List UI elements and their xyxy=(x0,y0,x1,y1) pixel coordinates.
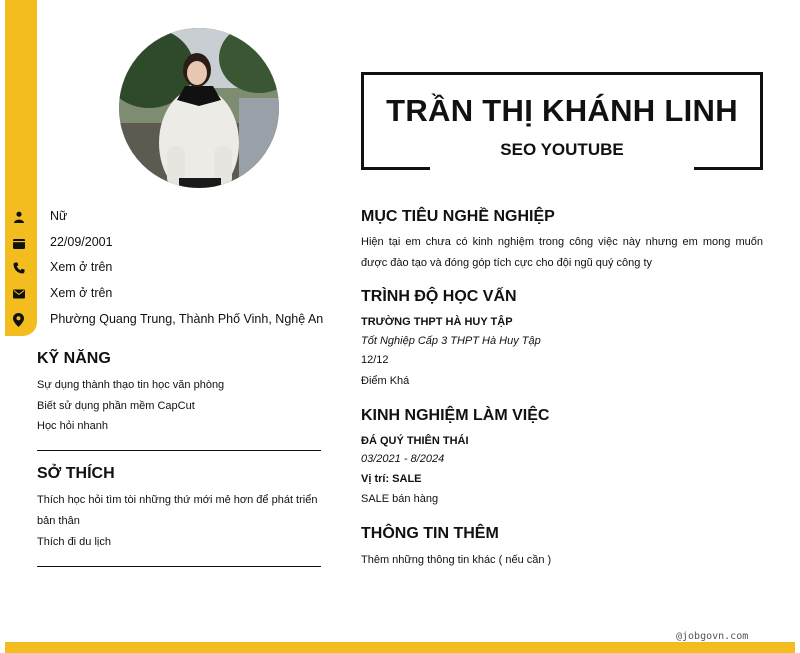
degree: Tốt Nghiệp Cấp 3 THPT Hà Huy Tập xyxy=(361,335,541,347)
work-period: 03/2021 - 8/2024 xyxy=(361,453,445,465)
skills-divider xyxy=(37,450,321,451)
calendar-icon xyxy=(5,233,32,253)
info-row-address xyxy=(5,310,335,330)
profile-photo xyxy=(119,28,279,188)
school-name: TRƯỜNG THPT HÀ HUY TẬP xyxy=(361,316,513,328)
grade: 12/12 xyxy=(361,354,389,366)
skill-item: Biết sử dụng phần mềm CapCut xyxy=(37,400,195,412)
education-heading: TRÌNH ĐỘ HỌC VẤN xyxy=(361,288,517,305)
hobby-item: bản thân xyxy=(37,515,80,527)
gender-value: Nữ xyxy=(50,209,68,223)
extra-info-heading: THÔNG TIN THÊM xyxy=(361,525,499,542)
info-row-birthday xyxy=(5,233,335,253)
address-value: Phường Quang Trung, Thành Phố Vinh, Nghệ An xyxy=(50,312,324,326)
profile-photo-image xyxy=(119,28,279,188)
bottom-accent-bar xyxy=(5,642,795,653)
skill-item: Học hỏi nhanh xyxy=(37,420,108,432)
birthday-value: 22/09/2001 xyxy=(50,235,113,249)
skills-heading: KỸ NĂNG xyxy=(37,350,111,367)
watermark: @jobgovn.com xyxy=(676,631,749,642)
company-name: ĐÁ QUÝ THIÊN THÁI xyxy=(361,435,469,447)
name-frame-gap xyxy=(430,164,694,170)
work-description: SALE bán hàng xyxy=(361,493,439,505)
academic-result: Điểm Khá xyxy=(361,375,410,387)
info-row-phone xyxy=(5,258,335,278)
email-value: Xem ở trên xyxy=(50,286,113,300)
hobby-item: Thích đi du lịch xyxy=(37,536,111,548)
phone-value: Xem ở trên xyxy=(50,260,113,274)
job-title: SEO YOUTUBE xyxy=(500,140,624,159)
location-pin-icon xyxy=(5,310,32,330)
info-row-email xyxy=(5,284,335,304)
envelope-icon xyxy=(5,284,32,304)
person-icon xyxy=(5,207,32,227)
extra-info-text: Thêm những thông tin khác ( nếu cần ) xyxy=(361,554,552,566)
work-position: Vị trí: SALE xyxy=(361,473,422,485)
hobby-item: Thích học hỏi tìm tòi những thứ mới mẻ hơn để phát triển xyxy=(37,494,318,506)
phone-icon xyxy=(5,258,32,278)
hobbies-heading: SỞ THÍCH xyxy=(37,465,115,482)
objective-heading: MỤC TIÊU NGHỀ NGHIỆP xyxy=(361,208,555,225)
objective-text: Hiện tại em chưa có kinh nghiệm trong công việc này nhưng em mong muốn được đào tạo và đóng góp tích cực cho đội ngũ quý công ty xyxy=(361,236,763,269)
hobbies-divider xyxy=(37,566,321,567)
experience-heading: KINH NGHIỆM LÀM VIỆC xyxy=(361,407,550,424)
skill-item: Sự dụng thành thạo tin học văn phòng xyxy=(37,379,225,391)
info-row-gender xyxy=(5,207,335,227)
full-name: TRẦN THỊ KHÁNH LINH xyxy=(386,93,738,128)
